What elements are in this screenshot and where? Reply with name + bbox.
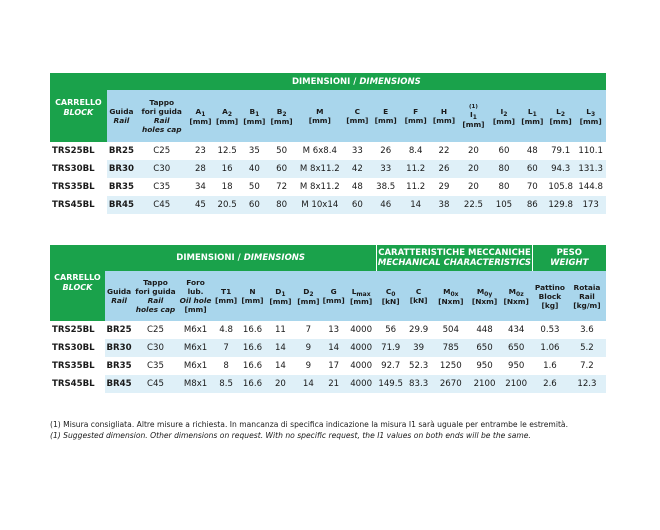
header-symbol: I: [500, 106, 504, 116]
mechanical-banner: [377, 245, 532, 271]
header-line: [kg]: [541, 300, 559, 310]
value-cell: 33: [370, 160, 401, 178]
value-cell: 105: [489, 196, 518, 214]
column-header: [105, 271, 133, 321]
header-symbol: L: [527, 106, 533, 116]
value-cell: 20: [458, 160, 490, 178]
column-header: [532, 271, 568, 321]
block-column-header: [50, 73, 107, 142]
header-unit: [mm]: [462, 119, 485, 129]
header-symbol: C: [415, 287, 422, 296]
column-header: [133, 271, 177, 321]
header-symbol: A: [195, 106, 202, 116]
value-cell: 14: [266, 339, 294, 357]
value-cell: 16.6: [239, 357, 266, 375]
value-cell: 1.06: [532, 339, 568, 357]
column-header: [377, 271, 404, 321]
header-subscript: 0y: [484, 290, 493, 298]
value-cell: C45: [136, 196, 187, 214]
header-subscript: 1: [532, 110, 537, 118]
column-header: [213, 271, 238, 321]
header-symbol: E: [383, 107, 389, 116]
value-cell: M6x1: [178, 339, 214, 357]
header-line: Rotaia: [573, 282, 601, 292]
header-symbol: T1: [221, 287, 232, 296]
header-unit: [Nxm]: [438, 296, 464, 306]
header-symbol: H: [440, 107, 448, 116]
dimensions-banner: [105, 245, 377, 271]
value-cell: 71.9: [377, 339, 404, 357]
value-cell: 52.3: [404, 357, 432, 375]
value-cell: 650: [469, 339, 501, 357]
table-row: [50, 357, 606, 375]
value-cell: M 6x8.4: [295, 142, 344, 160]
value-cell: 16.6: [239, 375, 266, 393]
value-cell: 448: [469, 321, 501, 339]
header-unit: [kN]: [409, 296, 428, 305]
value-cell: 21: [322, 375, 345, 393]
value-cell: 7.2: [568, 357, 606, 375]
header-unit: [mm]: [350, 296, 373, 306]
footnote-en: (1) Suggested dimension. Other dimensions on request. With no specific request, the I1 values on both ends will be the same.: [50, 431, 531, 440]
block-label: CARRELLO: [55, 97, 102, 107]
header-line: [mm]: [184, 305, 207, 314]
column-header: [568, 271, 606, 321]
header-unit: [mm]: [322, 296, 345, 305]
header-unit: [mm]: [270, 116, 293, 126]
header-line: Oil hole: [179, 296, 212, 305]
value-cell: 83.3: [404, 375, 432, 393]
column-header: [295, 271, 322, 321]
header-line: Rail: [579, 291, 595, 301]
table-row: [50, 196, 606, 214]
value-cell: 38.5: [370, 178, 401, 196]
value-cell: 72: [268, 178, 295, 196]
header-line: Tappo: [143, 278, 168, 287]
rail-cell: BR45: [105, 375, 133, 393]
header-line: Guida: [107, 287, 132, 296]
header-subscript: max: [356, 290, 371, 298]
header-unit: [mm]: [216, 116, 239, 126]
weight-banner-en: WEIGHT: [550, 258, 589, 268]
value-cell: 4000: [345, 339, 377, 357]
header-line: Guida: [109, 107, 134, 116]
weight-banner-it: PESO: [556, 248, 582, 258]
value-cell: 785: [433, 339, 469, 357]
banner-it: DIMENSIONI /: [176, 253, 244, 263]
banner-en: DIMENSIONS: [243, 253, 306, 263]
value-cell: 129.8: [546, 196, 575, 214]
header-unit: [mm]: [346, 116, 369, 125]
mech-banner-en: MECHANICAL CHARACTERISTICS: [377, 258, 532, 268]
value-cell: 29: [430, 178, 457, 196]
value-cell: M8x1: [178, 375, 214, 393]
model-cell: TRS30BL: [50, 339, 105, 357]
table-row: [50, 160, 606, 178]
weight-banner: [532, 245, 606, 271]
header-symbol: M: [476, 286, 485, 296]
value-cell: 434: [500, 321, 532, 339]
column-header: [500, 271, 532, 321]
column-header: [370, 90, 401, 142]
value-cell: 38: [430, 196, 457, 214]
header-line: Block: [538, 291, 562, 301]
header-unit: [mm]: [215, 296, 238, 305]
value-cell: 1.6: [532, 357, 568, 375]
value-cell: 60: [241, 196, 268, 214]
header-subscript: 1: [281, 290, 286, 298]
value-cell: 80: [268, 196, 295, 214]
table-row: [50, 178, 606, 196]
column-header: [266, 271, 294, 321]
model-cell: TRS30BL: [50, 160, 107, 178]
value-cell: 4.8: [213, 321, 238, 339]
banner-it: DIMENSIONI /: [291, 76, 360, 87]
value-cell: 22: [430, 142, 457, 160]
header-subscript: 3: [590, 110, 596, 118]
column-header: [239, 271, 266, 321]
value-cell: 4000: [345, 321, 377, 339]
header-symbol: I: [469, 109, 473, 119]
value-cell: 34: [187, 178, 213, 196]
rail-cell: BR35: [107, 178, 136, 196]
block-column-header: [50, 245, 105, 321]
header-line: fori guida: [141, 107, 182, 116]
header-line: Pattino: [534, 282, 566, 292]
column-header: [268, 90, 295, 142]
table-row: [50, 375, 606, 393]
header-symbol: N: [249, 287, 256, 296]
column-header: [178, 271, 214, 321]
value-cell: 149.5: [377, 375, 404, 393]
mechanical-table: [50, 245, 606, 393]
value-cell: 35: [241, 142, 268, 160]
column-header: [469, 271, 501, 321]
value-cell: 20: [266, 375, 294, 393]
column-header: [458, 90, 490, 142]
value-cell: 60: [344, 196, 370, 214]
header-unit: [mm]: [404, 116, 427, 125]
value-cell: 20: [458, 142, 490, 160]
value-cell: 20.5: [214, 196, 241, 214]
header-subscript: 2: [503, 110, 508, 118]
column-header: [344, 90, 370, 142]
value-cell: 80: [489, 178, 518, 196]
value-cell: 14: [266, 357, 294, 375]
value-cell: 105.8: [546, 178, 575, 196]
value-cell: 17: [322, 357, 345, 375]
value-cell: 9: [295, 357, 322, 375]
header-unit: [mm]: [549, 116, 572, 126]
value-cell: 5.2: [568, 339, 606, 357]
block-label: CARRELLO: [54, 273, 101, 282]
value-cell: M 8x11.2: [295, 160, 344, 178]
value-cell: 33: [344, 142, 370, 160]
column-header: [345, 271, 377, 321]
value-cell: 16: [214, 160, 241, 178]
value-cell: 29.9: [404, 321, 432, 339]
header-line: Rail: [113, 116, 130, 125]
model-cell: TRS25BL: [50, 321, 105, 339]
value-cell: 42: [344, 160, 370, 178]
model-cell: TRS45BL: [50, 196, 107, 214]
value-cell: 39: [404, 339, 432, 357]
value-cell: 16.6: [239, 321, 266, 339]
header-symbol: D: [303, 286, 310, 296]
header-symbol: L: [586, 106, 591, 116]
block-label-en: BLOCK: [63, 107, 94, 117]
value-cell: 50: [241, 178, 268, 196]
header-symbol: M: [443, 286, 451, 296]
header-symbol: M: [508, 286, 517, 296]
value-cell: 950: [469, 357, 501, 375]
value-cell: 14: [295, 375, 322, 393]
column-header: [575, 90, 606, 142]
header-unit: [mm]: [492, 116, 516, 126]
header-symbol: C: [385, 286, 392, 296]
header-line: Tappo: [149, 98, 175, 107]
rail-cell: BR25: [107, 142, 136, 160]
model-cell: TRS35BL: [50, 357, 105, 375]
table-row: [50, 321, 606, 339]
header-subscript: 1: [255, 110, 260, 118]
header-subscript: 1: [201, 110, 206, 118]
value-cell: 14: [322, 339, 345, 357]
value-cell: 26: [430, 160, 457, 178]
header-symbol: G: [330, 287, 337, 296]
value-cell: 144.8: [575, 178, 606, 196]
header-line: Foro: [186, 278, 205, 287]
header-symbol: B: [249, 106, 256, 116]
value-cell: C25: [136, 142, 187, 160]
header-unit: [mm]: [579, 116, 602, 126]
value-cell: 16.6: [239, 339, 266, 357]
value-cell: 92.7: [377, 357, 404, 375]
header-symbol: A: [222, 106, 228, 116]
header-line: lub.: [187, 287, 204, 296]
header-unit: [mm]: [189, 116, 212, 126]
header-footnote-mark: (1): [469, 103, 478, 110]
header-subscript: 1: [472, 113, 477, 121]
table-row: [50, 339, 606, 357]
mech-banner-it: CARATTERISTICHE MECCANICHE: [378, 248, 531, 258]
header-unit: [mm]: [521, 116, 544, 126]
value-cell: 80: [489, 160, 518, 178]
header-symbol: C: [354, 107, 361, 116]
banner-en: DIMENSIONS: [359, 76, 421, 87]
header-symbol: B: [276, 106, 283, 116]
value-cell: 48: [344, 178, 370, 196]
value-cell: 11.2: [401, 160, 430, 178]
column-header: [404, 271, 432, 321]
header-unit: [mm]: [374, 116, 397, 125]
header-unit: [Nxm]: [503, 296, 529, 306]
header-unit: [kN]: [381, 296, 400, 306]
value-cell: 56: [377, 321, 404, 339]
header-unit: [Nxm]: [471, 296, 498, 306]
value-cell: 20: [458, 178, 490, 196]
value-cell: 60: [489, 142, 518, 160]
value-cell: 14: [401, 196, 430, 214]
header-subscript: 2: [227, 110, 233, 118]
value-cell: C30: [136, 160, 187, 178]
value-cell: 650: [500, 339, 532, 357]
column-header: [187, 90, 213, 142]
rail-cell: BR45: [107, 196, 136, 214]
column-header: [401, 90, 430, 142]
value-cell: 2100: [500, 375, 532, 393]
value-cell: 40: [241, 160, 268, 178]
column-header: [241, 90, 268, 142]
value-cell: M6x1: [178, 357, 214, 375]
value-cell: 22.5: [458, 196, 490, 214]
value-cell: M 10x14: [295, 196, 344, 214]
model-cell: TRS25BL: [50, 142, 107, 160]
value-cell: 950: [500, 357, 532, 375]
value-cell: 2100: [469, 375, 501, 393]
rail-cell: BR30: [105, 339, 133, 357]
value-cell: 9: [295, 339, 322, 357]
rail-cell: BR30: [107, 160, 136, 178]
footnote-it: (1) Misura consigliata. Altre misure a richiesta. In mancanza di specifica indicazione la misura I1 sarà uguale per entrambe le estremità.: [50, 420, 568, 429]
column-header: [295, 90, 344, 142]
value-cell: 3.6: [568, 321, 606, 339]
column-header: [136, 90, 187, 142]
header-subscript: 0: [391, 290, 396, 298]
value-cell: C35: [136, 178, 187, 196]
value-cell: C35: [133, 357, 177, 375]
value-cell: 23: [187, 142, 213, 160]
header-symbol: F: [413, 107, 419, 116]
model-cell: TRS35BL: [50, 178, 107, 196]
value-cell: 48: [519, 142, 546, 160]
rail-cell: BR35: [105, 357, 133, 375]
value-cell: 110.1: [575, 142, 606, 160]
value-cell: 8.4: [401, 142, 430, 160]
value-cell: 2670: [433, 375, 469, 393]
column-header: [430, 90, 457, 142]
value-cell: 8: [213, 357, 238, 375]
value-cell: 2.6: [532, 375, 568, 393]
value-cell: M6x1: [178, 321, 214, 339]
header-subscript: 0x: [450, 290, 459, 298]
header-line: fori guida: [135, 287, 176, 296]
value-cell: 79.1: [546, 142, 575, 160]
value-cell: 11.2: [401, 178, 430, 196]
value-cell: C25: [133, 321, 177, 339]
header-unit: [mm]: [432, 116, 456, 125]
value-cell: 94.3: [546, 160, 575, 178]
header-line: Rail: [153, 116, 170, 125]
header-line: Rail: [111, 296, 127, 305]
value-cell: 504: [433, 321, 469, 339]
dimensions-banner: [107, 73, 606, 90]
column-header: [322, 271, 345, 321]
value-cell: 26: [370, 142, 401, 160]
header-line: holes cap: [141, 125, 182, 134]
header-symbol: D: [275, 286, 282, 296]
value-cell: 86: [519, 196, 546, 214]
header-line: holes cap: [135, 305, 176, 314]
value-cell: 4000: [345, 357, 377, 375]
value-cell: 0.53: [532, 321, 568, 339]
value-cell: 28: [187, 160, 213, 178]
header-subscript: 2: [560, 110, 566, 118]
value-cell: 60: [519, 160, 546, 178]
value-cell: 12.5: [214, 142, 241, 160]
value-cell: 45: [187, 196, 213, 214]
rail-cell: BR25: [105, 321, 133, 339]
column-header: [519, 90, 546, 142]
column-header: [489, 90, 518, 142]
header-subscript: 2: [309, 290, 314, 298]
column-header: [546, 90, 575, 142]
header-unit: [mm]: [241, 296, 264, 305]
dimensions-table: [50, 73, 606, 214]
value-cell: 4000: [345, 375, 377, 393]
value-cell: 1250: [433, 357, 469, 375]
model-cell: TRS45BL: [50, 375, 105, 393]
value-cell: 8.5: [213, 375, 238, 393]
table-row: [50, 142, 606, 160]
value-cell: C45: [133, 375, 177, 393]
value-cell: 13: [322, 321, 345, 339]
value-cell: 173: [575, 196, 606, 214]
value-cell: 131.3: [575, 160, 606, 178]
value-cell: 12.3: [568, 375, 606, 393]
header-symbol: L: [556, 106, 561, 116]
value-cell: 11: [266, 321, 294, 339]
column-header: [433, 271, 469, 321]
value-cell: 70: [519, 178, 546, 196]
header-unit: [mm]: [243, 116, 266, 126]
header-line: [kg/m]: [573, 300, 601, 310]
header-unit: [mm]: [297, 296, 320, 306]
value-cell: 7: [213, 339, 238, 357]
value-cell: C30: [133, 339, 177, 357]
value-cell: 46: [370, 196, 401, 214]
header-symbol: M: [316, 107, 324, 116]
header-subscript: 2: [282, 110, 287, 118]
header-line: Rail: [147, 296, 164, 305]
column-header: [214, 90, 241, 142]
value-cell: 7: [295, 321, 322, 339]
footnotes: [50, 419, 620, 441]
column-header: [107, 90, 136, 142]
header-subscript: 0z: [516, 290, 524, 298]
value-cell: M 8x11.2: [295, 178, 344, 196]
value-cell: 50: [268, 142, 295, 160]
value-cell: 60: [268, 160, 295, 178]
header-unit: [mm]: [308, 116, 331, 125]
block-label-en: BLOCK: [62, 283, 93, 292]
value-cell: 18: [214, 178, 241, 196]
header-unit: [mm]: [269, 296, 292, 306]
header-symbol: L: [351, 286, 357, 296]
